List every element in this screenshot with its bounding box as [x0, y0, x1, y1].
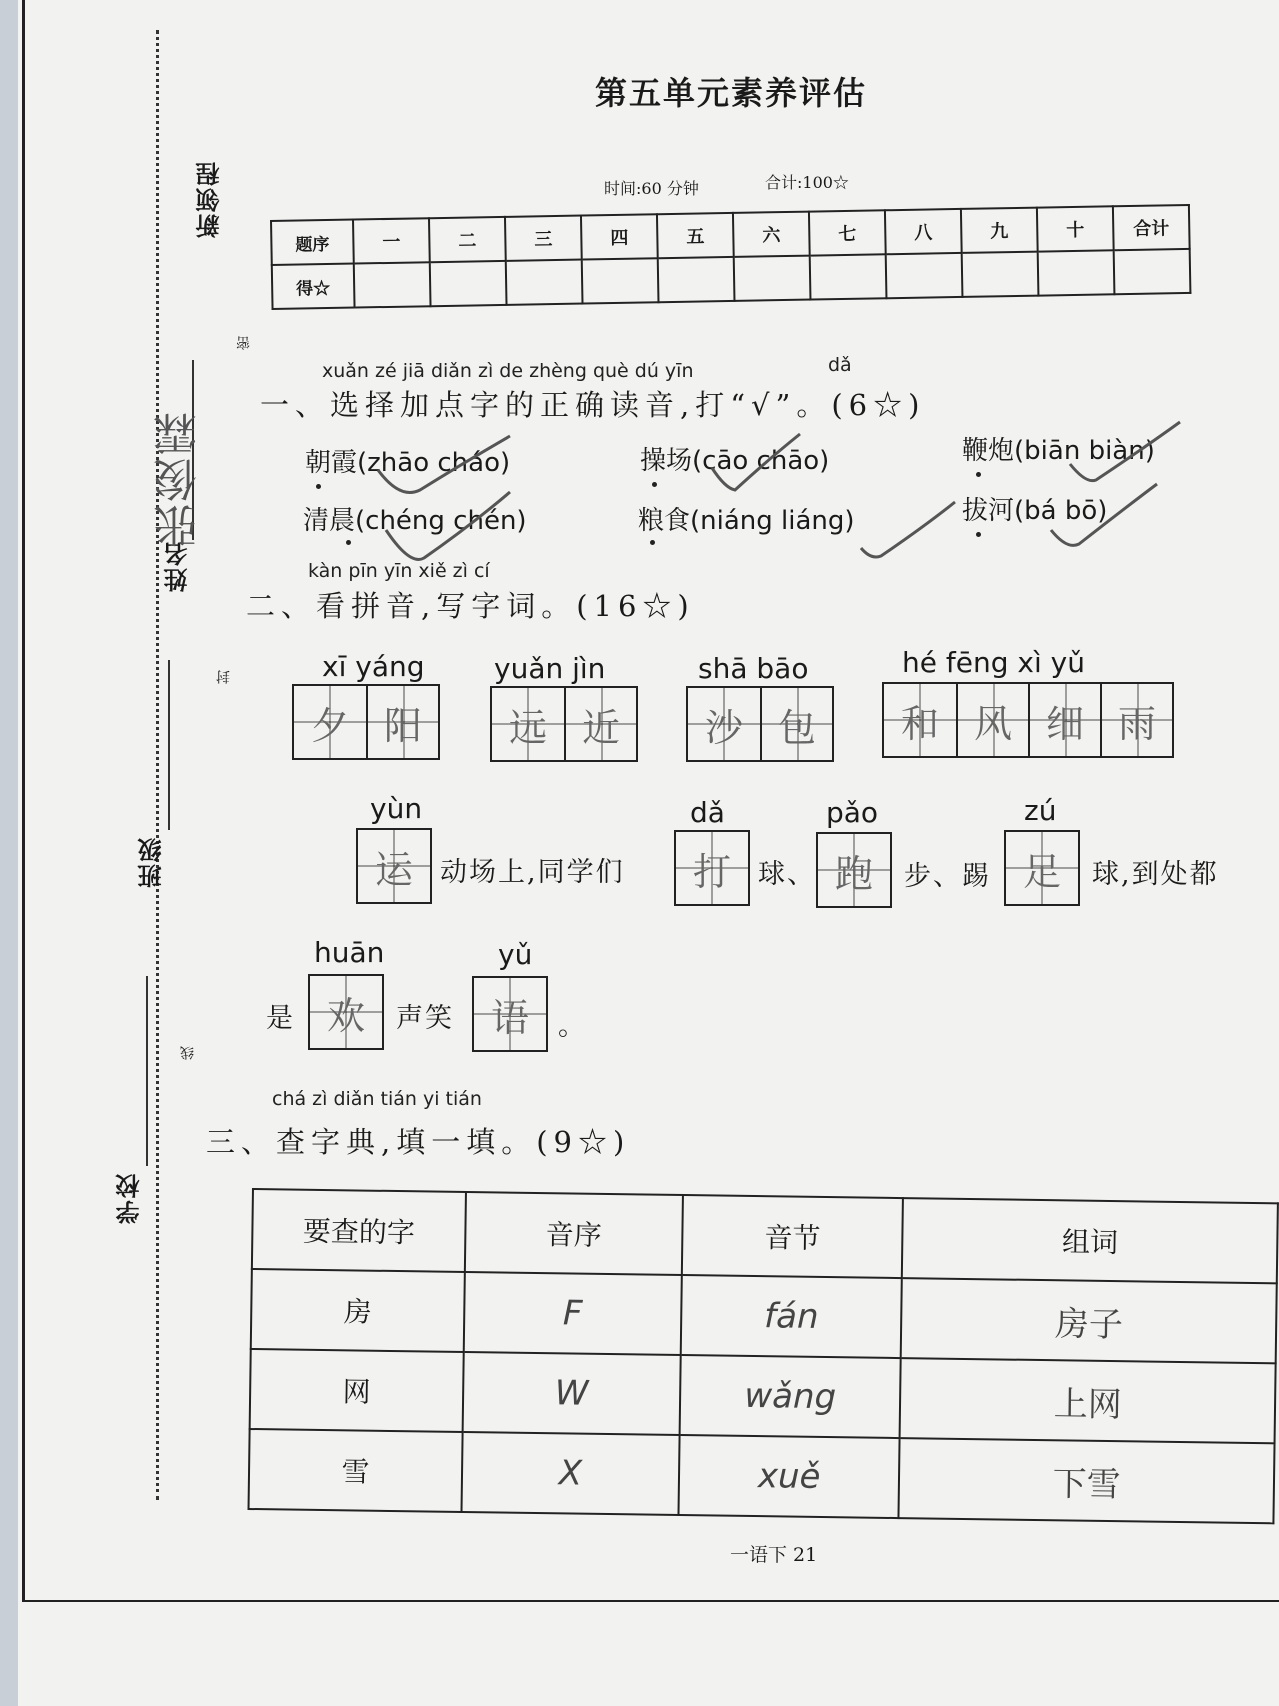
q1-word: 朝霞	[305, 448, 358, 478]
q2-pinyin: kàn pīn yīn xiě zì cí	[308, 560, 490, 582]
grid-cell-answer[interactable]: 和	[884, 684, 956, 756]
dict-char: 房	[251, 1269, 465, 1352]
score-col: 十	[1037, 206, 1114, 251]
dict-header: 要查的字	[252, 1189, 466, 1272]
dict-word-answer[interactable]: 上网	[900, 1358, 1276, 1443]
score-col: 三	[505, 216, 582, 261]
grid-cell-answer[interactable]: 远	[492, 688, 564, 760]
dict-header: 组词	[902, 1198, 1278, 1283]
grid-cell-answer[interactable]: 运	[358, 830, 430, 902]
cut-mark: 线	[180, 1046, 196, 1060]
writing-grid[interactable]	[292, 684, 440, 760]
grid-cell-answer[interactable]: 欢	[310, 976, 382, 1048]
writing-grid[interactable]	[686, 686, 834, 762]
grid-cell-answer[interactable]: 风	[956, 684, 1028, 756]
dict-order-answer[interactable]: F	[464, 1272, 682, 1355]
sentence-text: 步、踢	[904, 861, 991, 892]
q1-options: (chéng chén)	[355, 506, 527, 536]
dict-order-answer[interactable]: X	[461, 1432, 679, 1515]
writing-grid[interactable]	[356, 828, 432, 904]
dict-row	[251, 1269, 1277, 1363]
grid-cell-answer[interactable]: 包	[760, 688, 832, 760]
score-cell[interactable]	[734, 256, 811, 301]
writing-grid[interactable]	[1004, 830, 1080, 906]
sentence-pinyin: huān	[314, 936, 385, 969]
q1-options: (zhāo cháo)	[357, 448, 511, 478]
dictionary-table	[248, 1188, 1279, 1524]
q1-word: 操场	[640, 446, 693, 476]
sentence-pinyin: pǎo	[826, 796, 879, 829]
q1-word: 鞭炮	[962, 436, 1015, 466]
school-label: 学校	[115, 1172, 144, 1224]
seal-mark: 密	[236, 336, 252, 350]
dict-row	[250, 1349, 1276, 1443]
emphasis-dot	[650, 540, 655, 545]
q2-word-pinyin: shā bāo	[698, 652, 809, 685]
q1-item[interactable]	[638, 500, 855, 537]
q1-options: (niáng liáng)	[690, 506, 855, 536]
check-mark-icon	[380, 486, 520, 566]
page-footer: 一语下 21	[730, 1544, 818, 1566]
score-cell[interactable]	[354, 262, 431, 307]
grid-cell-answer[interactable]: 沙	[688, 688, 760, 760]
q1-word: 拔河	[962, 496, 1015, 526]
score-col: 五	[657, 213, 734, 258]
dict-syllable-answer[interactable]: wǎng	[679, 1355, 901, 1438]
score-col-total: 合计	[1113, 205, 1190, 250]
q1-options: (bá bō)	[1014, 496, 1108, 526]
time-limit: 时间:60 分钟	[604, 179, 699, 198]
sentence-text: 是	[266, 1003, 295, 1034]
dict-word-answer[interactable]: 房子	[901, 1278, 1277, 1363]
grid-cell-answer[interactable]: 细	[1028, 684, 1100, 756]
sentence-pinyin: dǎ	[690, 796, 725, 829]
q2-word-pinyin: yuǎn jìn	[494, 652, 606, 685]
q3-heading: 三、查字典,填一填。(9☆)	[206, 1125, 631, 1159]
score-row-label: 题序	[271, 220, 354, 265]
score-cell[interactable]	[1114, 249, 1191, 294]
school-underline	[146, 976, 148, 1166]
sentence-text: 球、	[758, 859, 816, 890]
binding-line	[156, 30, 159, 1500]
writing-grid[interactable]	[472, 976, 548, 1052]
grid-cell-answer[interactable]: 跑	[818, 834, 890, 906]
grid-cell-answer[interactable]: 阳	[366, 686, 438, 758]
score-cell[interactable]	[810, 254, 887, 299]
score-col: 六	[733, 212, 810, 257]
writing-grid[interactable]	[882, 682, 1174, 758]
page-title: 第五单元素养评估	[595, 74, 868, 112]
score-col: 二	[429, 217, 506, 262]
class-underline	[168, 660, 170, 830]
q2-heading: 二、看拼音,写字词。(16☆)	[246, 589, 695, 623]
dict-char: 雪	[249, 1429, 463, 1512]
q1-options: (biān biàn)	[1014, 436, 1155, 466]
dict-header: 音节	[682, 1195, 904, 1278]
dict-header: 音序	[465, 1192, 683, 1275]
dict-syllable-answer[interactable]: xuě	[678, 1435, 900, 1518]
grid-cell-answer[interactable]: 夕	[294, 686, 366, 758]
dict-row	[249, 1429, 1275, 1523]
dict-char: 网	[250, 1349, 464, 1432]
score-cell[interactable]	[430, 261, 507, 306]
q1-da-pinyin: dǎ	[828, 354, 852, 376]
q1-word: 粮食	[638, 506, 691, 536]
score-cell[interactable]	[1038, 250, 1115, 295]
grid-cell-answer[interactable]: 雨	[1100, 684, 1172, 756]
writing-grid[interactable]	[490, 686, 638, 762]
score-col: 八	[885, 209, 962, 254]
student-name: 张俊霖	[154, 410, 205, 548]
grid-cell-answer[interactable]: 语	[474, 978, 546, 1050]
q2-word-pinyin: xī yáng	[322, 650, 425, 683]
q3-pinyin: chá zì diǎn tián yi tián	[272, 1088, 482, 1110]
grid-cell-answer[interactable]: 足	[1006, 832, 1078, 904]
dict-header-row	[252, 1189, 1278, 1283]
check-mark-icon	[700, 428, 810, 498]
q1-pinyin: xuǎn zé jiā diǎn zì de zhèng què dú yīn	[322, 360, 694, 382]
sentence-text: 球,到处都	[1092, 859, 1219, 890]
score-col: 九	[961, 208, 1038, 253]
sentence-pinyin: yùn	[370, 792, 423, 825]
dict-word-answer[interactable]: 下雪	[899, 1438, 1275, 1523]
score-row-label: 得☆	[272, 264, 355, 309]
dict-syllable-answer[interactable]: fán	[681, 1275, 903, 1358]
brand-label: 新领程	[195, 160, 224, 238]
emphasis-dot	[316, 484, 321, 489]
check-mark-icon	[855, 496, 965, 566]
q1-word: 清晨	[303, 506, 356, 536]
emphasis-dot	[652, 482, 657, 487]
emphasis-dot	[976, 472, 981, 477]
sentence-pinyin: zú	[1024, 794, 1057, 827]
score-cell[interactable]	[886, 253, 963, 298]
sentence-text: 动场上,同学们	[440, 857, 625, 888]
name-label: 姓名	[163, 540, 192, 592]
grid-cell-answer[interactable]: 打	[676, 832, 748, 904]
bind-mark: 封	[216, 670, 232, 684]
total-score: 合计:100☆	[765, 173, 849, 192]
grid-cell-answer[interactable]: 近	[564, 688, 636, 760]
class-label: 班级	[137, 836, 166, 888]
q1-options: (cāo chāo)	[692, 446, 830, 476]
writing-grid[interactable]	[308, 974, 384, 1050]
score-cell[interactable]	[582, 258, 659, 303]
q2-word-pinyin: hé fēng xì yǔ	[902, 646, 1085, 679]
emphasis-dot	[976, 532, 981, 537]
score-col: 一	[353, 218, 430, 263]
sentence-text: 声笑	[396, 1003, 454, 1034]
score-cell[interactable]	[962, 252, 1039, 297]
dict-order-answer[interactable]: W	[463, 1352, 681, 1435]
sentence-text: 。	[558, 1011, 587, 1042]
score-col: 七	[809, 210, 886, 255]
score-table	[270, 204, 1191, 310]
writing-grid[interactable]	[816, 832, 892, 908]
q1-heading: 一、选择加点字的正确读音,打“√”。(6☆)	[260, 388, 926, 422]
score-cell[interactable]	[658, 257, 735, 302]
sentence-pinyin: yǔ	[498, 938, 533, 971]
score-cell[interactable]	[506, 260, 583, 305]
emphasis-dot	[346, 540, 351, 545]
check-mark-icon	[1045, 478, 1165, 554]
writing-grid[interactable]	[674, 830, 750, 906]
score-col: 四	[581, 214, 658, 259]
